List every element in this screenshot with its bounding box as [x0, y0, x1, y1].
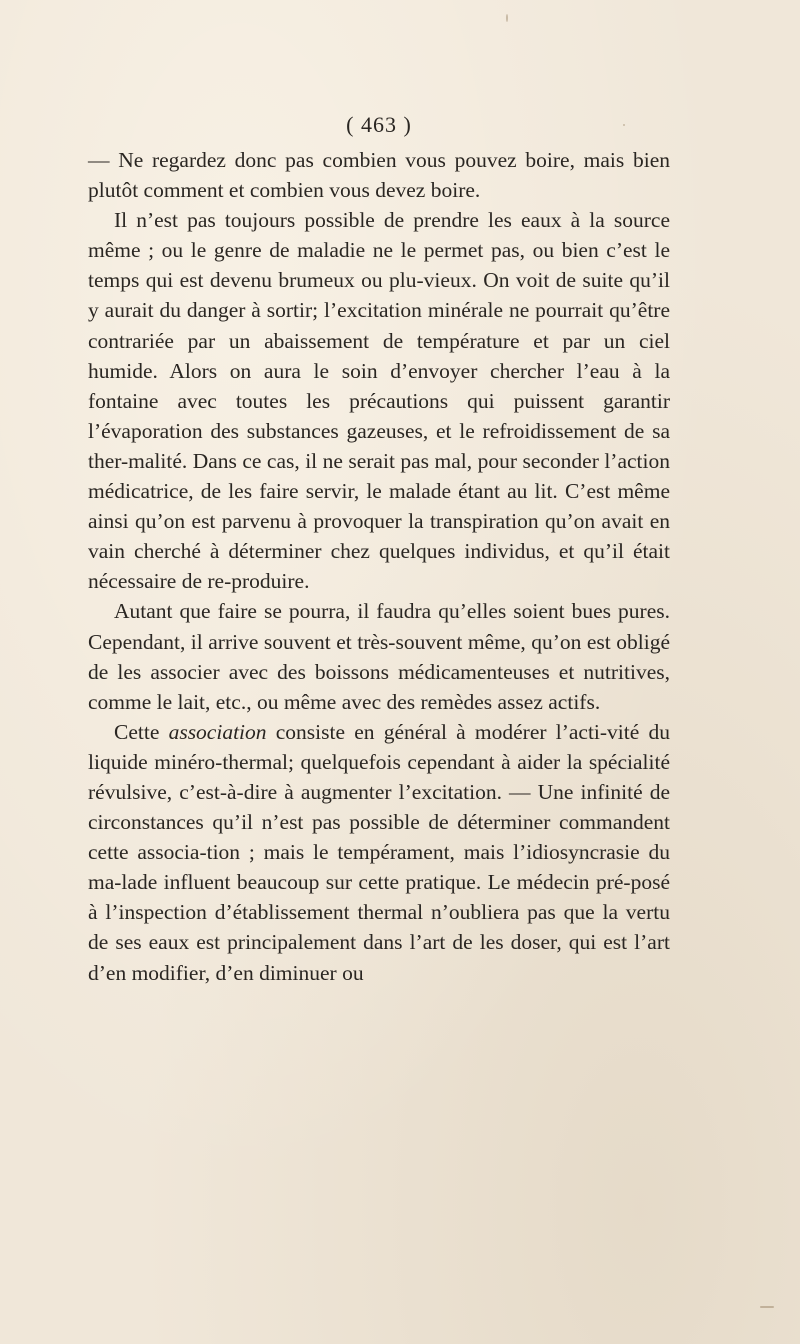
paragraph-4-italic-term: association [168, 719, 267, 744]
paragraph-4 [88, 717, 670, 988]
paragraph-2-text: Il n’est pas toujours possible de prendre les eaux à la source même ; ou le genre de maladie ne le permet pas, ou bien c’est le temps qui est devenu brumeux ou plu-vieux. On voit de suite qu’il y aurait du danger à sortir; l’excitation minérale ne pourrait qu’être contrariée par un abaissement de température et par un ciel humide. Alors on aura le soin d’envoyer chercher l’eau à la fontaine avec toutes les précautions qui puissent garantir l’évaporation des substances gazeuses, et le refroidissement de sa ther-malité. Dans ce cas, il ne serait pas mal, pour seconder l’action médicatrice, de les faire servir, le malade étant au lit. C’est même ainsi qu’on est parvenu à provoquer la transpiration qu’on avait en vain cherché à déterminer chez quelques individus, et qu’il était nécessaire de re-produire. [88, 208, 670, 594]
paragraph-4-text-end: consiste en général à modérer l’acti-vité du liquide minéro-thermal; quelquefois cependant à aider la spécialité révulsive, c’est-à-dire à augmenter l’excitation. — Une infinité de circonstances qu’il n’est pas possible de déterminer commandent cette associa-tion ; mais le tempérament, mais l’idiosyncrasie du ma-lade influent beaucoup sur cette pratique. Le médecin pré-posé à l’inspection d’établissement thermal n’oubliera pas que la vertu de ses eaux est principalement dans l’art de les doser, qui est l’art d’en modifier, d’en diminuer ou [88, 719, 670, 985]
paragraph-1-text: — Ne regardez donc pas combien vous pouvez boire, mais bien plutôt comment et combien vous devez boire. [88, 148, 670, 203]
paragraph-3 [88, 596, 670, 716]
paper-speck [760, 1306, 774, 1308]
body-text [88, 145, 670, 988]
paragraph-1 [88, 145, 670, 205]
paragraph-3-text: Autant que faire se pourra, il faudra qu’elles soient bues pures. Cependant, il arrive souvent et très-souvent même, qu’on est obligé de les associer avec des boissons médicamenteuses et nutritives, comme le lait, etc., ou même avec des remèdes assez actifs. [88, 599, 670, 714]
page-number: ( 463 ) [346, 112, 412, 137]
paragraph-4-text-start: Cette [114, 719, 169, 744]
paper-speck [506, 14, 508, 22]
paper-speck [623, 124, 625, 126]
paragraph-2 [88, 205, 670, 596]
